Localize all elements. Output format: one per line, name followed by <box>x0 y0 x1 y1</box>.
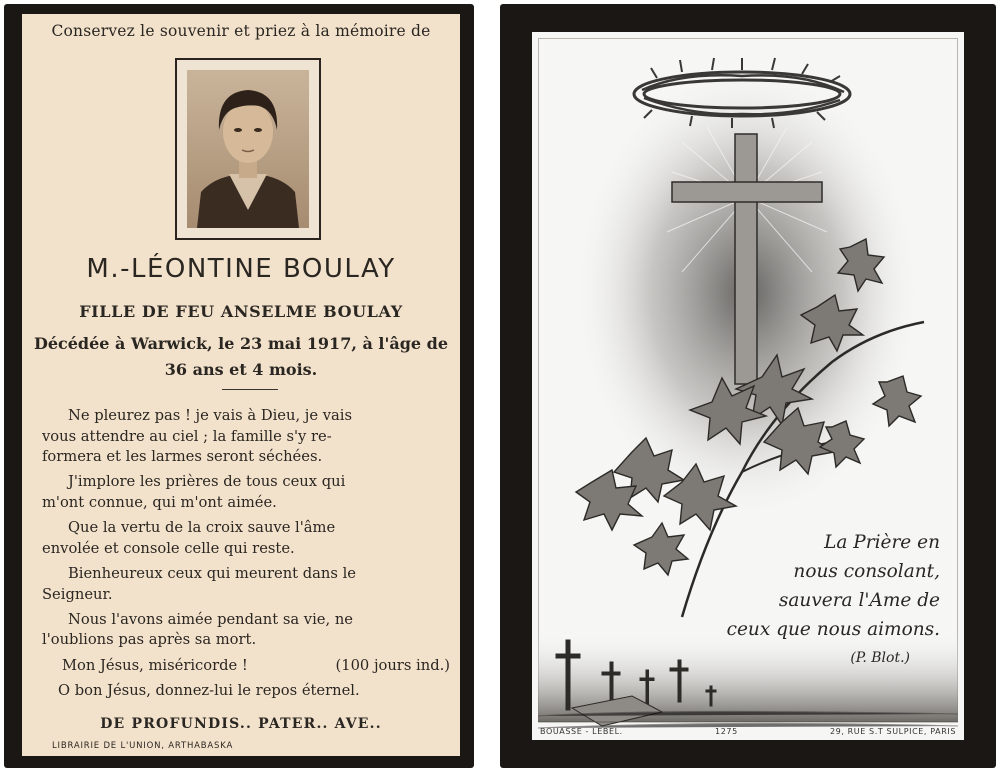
header-text: Conservez le souvenir et priez à la mémoire de <box>51 22 431 40</box>
poem-line: l'oublions pas après sa mort. <box>42 631 257 649</box>
devotional-quote <box>710 528 940 673</box>
divider <box>222 389 278 390</box>
card-text-panel <box>22 14 460 756</box>
quote-line: nous consolant, <box>793 561 940 582</box>
quote-line: La Prière en <box>824 532 940 553</box>
publisher-address: 29, RUE S.T SULPICE, PARIS <box>829 727 956 736</box>
parent-line: FILLE DE FEU ANSELME BOULAY <box>79 302 403 321</box>
quote-line: ceux que nous aimons. <box>726 619 940 640</box>
poem-line: Seigneur. <box>42 585 113 603</box>
prayers-line: DE PROFUNDIS.. PATER.. AVE.. <box>100 716 382 732</box>
printer-credit: LIBRAIRIE DE L'UNION, ARTHABASKA <box>52 741 234 751</box>
portrait-photo <box>175 58 321 240</box>
death-details-line2: 36 ans et 4 mois. <box>164 360 318 379</box>
poem-line: m'ont connue, qui m'ont aimée. <box>42 493 277 511</box>
poem-line: Nous l'avons aimée pendant sa vie, ne <box>68 610 353 628</box>
devotional-illustration-panel <box>532 32 964 740</box>
quote-line: sauvera l'Ame de <box>778 590 940 611</box>
poem-line: formera et les larmes seront séchées. <box>42 448 323 466</box>
memorial-card-back <box>500 4 996 768</box>
poem-line: Bienheureux ceux qui meurent dans le <box>68 564 356 582</box>
memorial-poem <box>42 406 450 706</box>
quote-author: (P. Blot.) <box>850 650 910 666</box>
poem-line: vous attendre au ciel ; la famille s'y re- <box>42 427 332 445</box>
poem-line: J'implore les prières de tous ceux qui <box>68 473 346 491</box>
poem-line: Que la vertu de la croix sauve l'âme <box>68 519 336 537</box>
death-details-line1: Décédée à Warwick, le 23 mai 1917, à l'âge de <box>33 334 449 353</box>
catalog-number: 1275 <box>715 727 738 736</box>
poem-line: Ne pleurez pas ! je vais à Dieu, je vais <box>68 407 352 424</box>
indulgence-note: (100 jours ind.) <box>335 656 450 674</box>
poem-line: envolée et console celle qui reste. <box>42 539 295 557</box>
poem-line: Mon Jésus, miséricorde ! <box>62 656 248 674</box>
deceased-name: M.-LÉONTINE BOULAY <box>86 254 396 284</box>
poem-line: O bon Jésus, donnez-lui le repos éternel. <box>58 681 360 699</box>
publisher-footer <box>540 727 956 736</box>
memorial-card-front <box>4 4 474 768</box>
publisher-name: BOUASSE - LEBEL. <box>540 727 623 736</box>
